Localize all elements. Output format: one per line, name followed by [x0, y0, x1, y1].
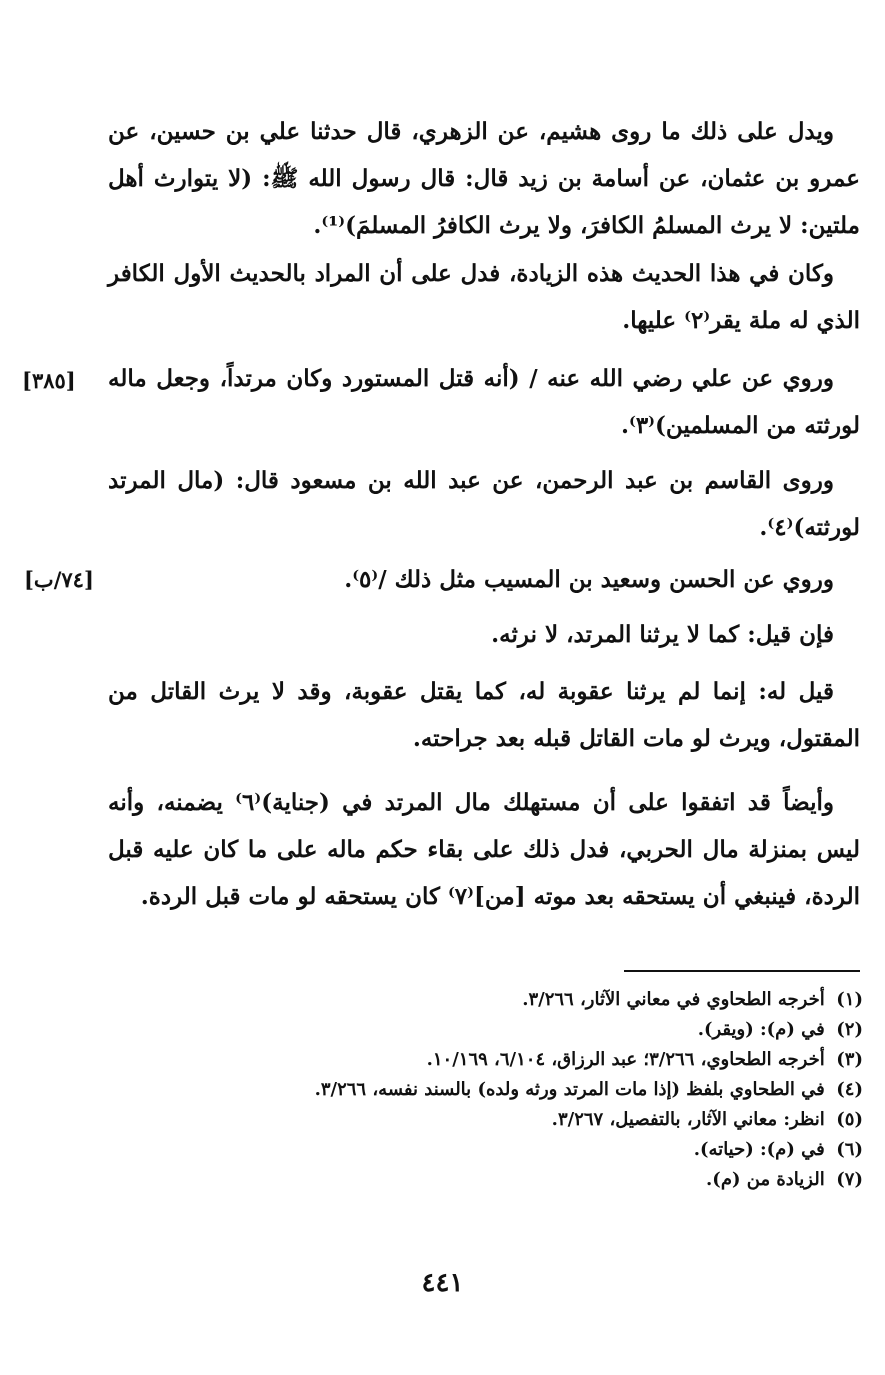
footnote-text: انظر: معاني الآثار، بالتفصيل، ٣/٢٦٧. [551, 1109, 825, 1130]
footnote-3 [43, 1045, 863, 1075]
paragraph-2: وكان في هذا الحديث هذه الزيادة، فدل على أن المراد بالحديث الأول الكافر الذي له ملة يقر⁽٢⁾ عليها. [108, 260, 860, 334]
footnote-4 [43, 1075, 863, 1105]
paragraph-5: وروي عن الحسن وسعيد بن المسيب مثل ذلك /⁽٥⁾. [344, 566, 834, 593]
footnote-number: (٧) [836, 1169, 863, 1190]
paragraph-3: وروي عن علي رضي الله عنه / (أنه قتل المستورد وكان مرتداً، وجعل ماله لورثته من المسلمين)⁽٣⁾. [108, 365, 860, 439]
footnote-number: (٦) [836, 1139, 863, 1160]
paragraph-6: فإن قيل: كما لا يرثنا المرتد، لا نرثه. [491, 621, 834, 648]
footnote-5 [43, 1105, 863, 1135]
footnote-number: (٢) [836, 1019, 863, 1040]
footnote-number: (١) [836, 989, 863, 1010]
footnote-text: الزيادة من (م). [706, 1169, 825, 1190]
footnotes [43, 985, 863, 1195]
footnote-text: في (م): (حياته). [693, 1139, 825, 1160]
paragraph-1: ويدل على ذلك ما روى هشيم، عن الزهري، قال حدثنا علي بن حسين، عن عمرو بن عثمان، عن أسامة بن زيد قال: قال رسول الله ﷺ: (لا يتوارث أهل ملتين: لا يرث المسلمُ الكافرَ، ولا يرث الكافرُ المسلمَ)⁽¹⁾. [108, 118, 860, 239]
footnote-text: في الطحاوي بلفظ (إذا مات المرتد ورثه ولده) بالسند نفسه، ٣/٢٦٦. [314, 1079, 825, 1100]
footnote-text: أخرجه الطحاوي في معاني الآثار، ٣/٢٦٦. [522, 989, 825, 1010]
footnote-text: في (م): (ويقر). [697, 1019, 825, 1040]
margin-note-folio-385: [٣٨٥] [22, 368, 76, 393]
footnote-separator [624, 970, 860, 972]
footnote-6 [43, 1135, 863, 1165]
footnote-2 [43, 1015, 863, 1045]
footnote-number: (٤) [836, 1079, 863, 1100]
page-number: ٤٤١ [421, 1268, 464, 1298]
footnote-number: (٣) [836, 1049, 863, 1070]
paragraph-8: وأيضاً قد اتفقوا على أن مستهلك مال المرتد في (جناية)⁽٦⁾ يضمنه، وأنه ليس بمنزلة مال الحربي، فدل ذلك على بقاء حكم ماله على ما كان عليه قبل الردة، فينبغي أن يستحقه بعد موته [من]⁽٧⁾ كان يستحقه لو مات قبل الردة. [108, 789, 860, 910]
footnote-text: أخرجه الطحاوي، ٣/٢٦٦؛ عبد الرزاق، ٦/١٠٤، ١٠/١٦٩. [426, 1049, 825, 1070]
footnote-7 [43, 1165, 863, 1195]
paragraph-7: قيل له: إنما لم يرثنا عقوبة له، كما يقتل عقوبة، وقد لا يرث القاتل من المقتول، ويرث لو مات القاتل قبله بعد جراحته. [108, 678, 860, 752]
margin-note-folio-74b: [٧٤/ب] [24, 567, 94, 592]
footnote-1 [43, 985, 863, 1015]
footnote-number: (٥) [836, 1109, 863, 1130]
paragraph-4: وروى القاسم بن عبد الرحمن، عن عبد الله بن مسعود قال: (مال المرتد لورثته)⁽٤⁾. [108, 467, 860, 541]
